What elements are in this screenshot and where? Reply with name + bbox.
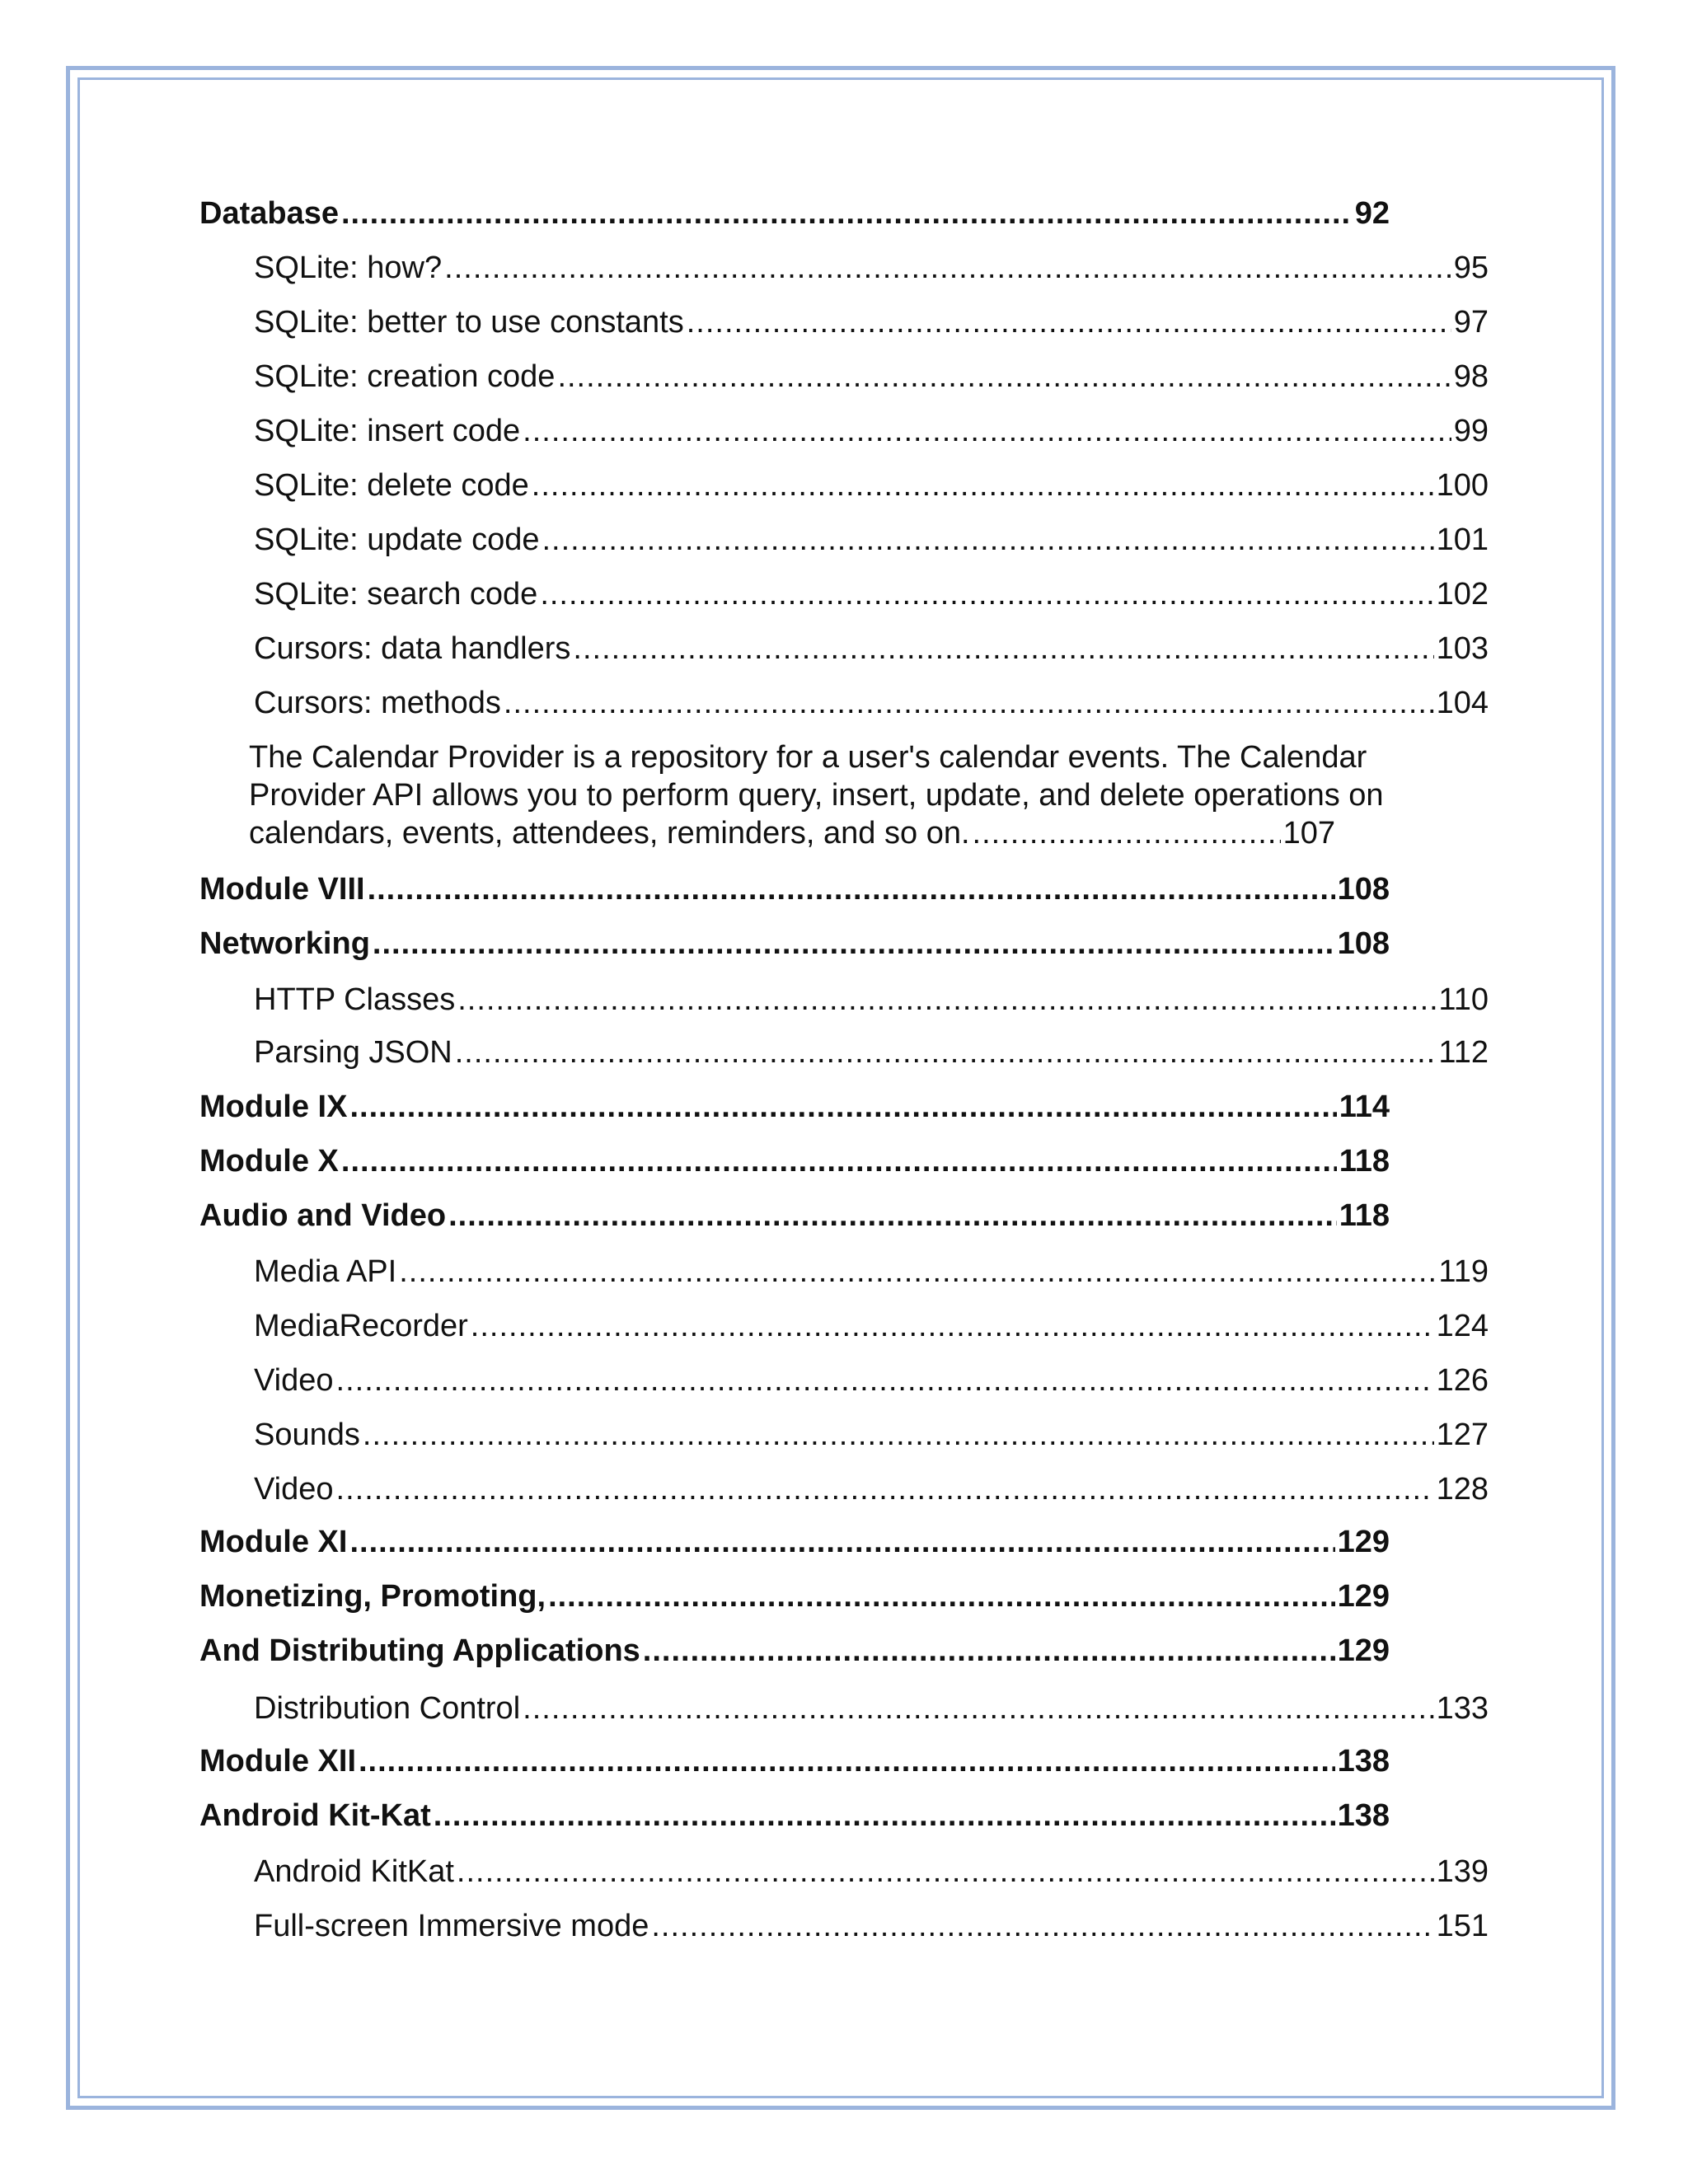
- toc-entry-video-2[interactable]: [254, 1470, 1489, 1508]
- toc-entry-http-classes[interactable]: [254, 981, 1489, 1019]
- toc-entry-title: HTTP Classes: [254, 982, 456, 1017]
- toc-entry-database[interactable]: [199, 194, 1390, 232]
- dot-leader: [399, 1253, 1436, 1291]
- dot-leader: [349, 1523, 1334, 1561]
- toc-entry-cursors-handlers[interactable]: [254, 630, 1489, 668]
- toc-entry-title: Android Kit-Kat: [199, 1798, 431, 1833]
- toc-entry-title: SQLite: insert code: [254, 414, 521, 448]
- toc-entry-title: Video: [254, 1472, 334, 1507]
- toc-entry-android-kitkat[interactable]: [254, 1853, 1489, 1891]
- toc-entry-title: SQLite: search code: [254, 577, 538, 612]
- toc-entry-title: Cursors: data handlers: [254, 631, 571, 666]
- toc-entry-page: 114: [1339, 1090, 1390, 1124]
- toc-entry-sqlite-search[interactable]: [254, 575, 1489, 613]
- dot-leader: [455, 1033, 1437, 1071]
- dot-leader: [336, 1470, 1434, 1508]
- toc-entry-page: 100: [1436, 468, 1489, 503]
- dot-leader: [504, 684, 1434, 722]
- toc-entry-page: 112: [1438, 1035, 1489, 1070]
- toc-entry-title: Cursors: methods: [254, 686, 501, 720]
- toc-entry-page: 119: [1438, 1254, 1489, 1289]
- dot-leader: [373, 925, 1335, 963]
- toc-entry-module-viii[interactable]: [199, 870, 1390, 908]
- toc-entry-title: SQLite: delete code: [254, 468, 529, 503]
- dot-leader: [471, 1307, 1434, 1345]
- toc-entry-page: 127: [1436, 1418, 1489, 1452]
- toc-entry-title: Database: [199, 196, 339, 231]
- toc-entry-page: 103: [1436, 631, 1489, 666]
- dot-leader: [540, 575, 1433, 613]
- toc-entry-cursors-methods[interactable]: [254, 684, 1489, 722]
- toc-entry-page: 108: [1337, 926, 1390, 961]
- toc-entry-page: 118: [1339, 1144, 1390, 1179]
- toc-entry-title: Android KitKat: [254, 1854, 454, 1889]
- toc-entry-page: 129: [1337, 1579, 1390, 1614]
- dot-leader: [444, 249, 1451, 287]
- toc-entry-title: And Distributing Applications: [199, 1633, 640, 1668]
- toc-entry-networking[interactable]: [199, 925, 1390, 963]
- toc-entry-page: 128: [1436, 1472, 1489, 1507]
- toc-entry-module-xii[interactable]: [199, 1742, 1390, 1780]
- toc-entry-text-line: The Calendar Provider is a repository for a user's calendar events. The Calendar: [249, 740, 1367, 775]
- toc-entry-title: SQLite: how?: [254, 251, 443, 285]
- toc-entry-page: 102: [1436, 577, 1489, 612]
- toc-entry-title: Networking: [199, 926, 370, 961]
- toc-entry-page: 107: [1282, 816, 1335, 851]
- dot-leader: [523, 412, 1451, 450]
- toc-entry-sqlite-how[interactable]: [254, 249, 1489, 287]
- toc-entry-distribution-control[interactable]: [254, 1690, 1489, 1727]
- toc-entry-parsing-json[interactable]: [254, 1033, 1489, 1071]
- toc-entry-sqlite-insert[interactable]: [254, 412, 1489, 450]
- dot-leader: [341, 1142, 1337, 1180]
- toc-entry-monetizing[interactable]: [199, 1577, 1390, 1615]
- dot-leader: [557, 358, 1451, 396]
- toc-entry-sqlite-constants[interactable]: [254, 303, 1489, 341]
- toc-entry-title: Distribution Control: [254, 1691, 521, 1726]
- toc-entry-page: 151: [1436, 1909, 1489, 1943]
- toc-entry-page: 129: [1337, 1525, 1390, 1559]
- toc-entry-page: 108: [1337, 872, 1390, 907]
- toc-entry-audio-video[interactable]: [199, 1197, 1390, 1235]
- toc-entry-module-ix[interactable]: [199, 1088, 1390, 1126]
- dot-leader: [548, 1577, 1335, 1615]
- toc-entry-last-line: [249, 814, 1335, 852]
- toc-entry-title: Sounds: [254, 1418, 360, 1452]
- toc-entry-title: Parsing JSON: [254, 1035, 452, 1070]
- toc-entry-page: 98: [1453, 359, 1489, 394]
- toc-entry-sqlite-delete[interactable]: [254, 466, 1489, 504]
- toc-entry-title: Module XII: [199, 1744, 356, 1779]
- dot-leader: [434, 1797, 1335, 1835]
- toc-entry-page: 138: [1337, 1798, 1390, 1833]
- toc-entry-page: 104: [1436, 686, 1489, 720]
- toc-entry-title: Full-screen Immersive mode: [254, 1909, 649, 1943]
- toc-entry-title: Module XI: [199, 1525, 348, 1559]
- dot-leader: [457, 981, 1436, 1019]
- dot-leader: [973, 814, 1281, 852]
- toc-entry-title: Audio and Video: [199, 1198, 447, 1233]
- toc-entry-title: MediaRecorder: [254, 1309, 468, 1343]
- toc-entry-page: 138: [1337, 1744, 1390, 1779]
- toc-entry-page: 139: [1436, 1854, 1489, 1889]
- toc-entry-mediarecorder[interactable]: [254, 1307, 1489, 1345]
- toc-entry-module-x[interactable]: [199, 1142, 1390, 1180]
- toc-entry-title: SQLite: better to use constants: [254, 305, 684, 340]
- dot-leader: [368, 870, 1335, 908]
- toc-entry-title: Video: [254, 1363, 334, 1398]
- toc-entry-video[interactable]: [254, 1361, 1489, 1399]
- toc-entry-page: 133: [1436, 1691, 1489, 1726]
- toc-entry-title: SQLite: creation code: [254, 359, 556, 394]
- toc-entry-title: Module VIII: [199, 872, 365, 907]
- toc-entry-page: 129: [1337, 1633, 1390, 1668]
- dot-leader: [359, 1742, 1335, 1780]
- dot-leader: [542, 521, 1433, 559]
- toc-entry-sounds[interactable]: [254, 1416, 1489, 1454]
- dot-leader: [349, 1088, 1336, 1126]
- toc-entry-title: Module X: [199, 1144, 339, 1179]
- toc-entry-title: Monetizing, Promoting,: [199, 1579, 546, 1614]
- dot-leader: [336, 1361, 1434, 1399]
- toc-entry-page: 118: [1339, 1198, 1390, 1233]
- toc-entry-page: 99: [1453, 414, 1489, 448]
- dot-leader: [363, 1416, 1434, 1454]
- toc-entry-android-kit-kat[interactable]: [199, 1797, 1390, 1835]
- toc-entry-page: 97: [1453, 305, 1489, 340]
- dot-leader: [573, 630, 1433, 668]
- toc-entry-media-api[interactable]: [254, 1253, 1489, 1291]
- dot-leader: [651, 1907, 1433, 1945]
- dot-leader: [341, 194, 1353, 232]
- toc-entry-page: 124: [1436, 1309, 1489, 1343]
- toc-entry-title: Module IX: [199, 1090, 348, 1124]
- toc-entry-text-line: calendars, events, attendees, reminders, and so on.: [249, 816, 970, 851]
- dot-leader: [687, 303, 1451, 341]
- toc-entry-page: 101: [1436, 523, 1489, 557]
- dot-leader: [457, 1853, 1434, 1891]
- toc-entry-distributing[interactable]: [199, 1632, 1390, 1670]
- toc-entry-text-line: Provider API allows you to perform query, insert, update, and delete operations on: [249, 778, 1384, 813]
- toc-entry-page: 95: [1453, 251, 1489, 285]
- dot-leader: [448, 1197, 1337, 1235]
- dot-leader: [523, 1690, 1433, 1727]
- toc-entry-calendar-provider[interactable]: [249, 738, 1493, 852]
- toc-entry-page: 92: [1354, 196, 1390, 231]
- dot-leader: [532, 466, 1434, 504]
- toc-entry-immersive-mode[interactable]: [254, 1907, 1489, 1945]
- toc-entry-module-xi[interactable]: [199, 1523, 1390, 1561]
- toc-entry-sqlite-update[interactable]: [254, 521, 1489, 559]
- toc-entry-title: SQLite: update code: [254, 523, 540, 557]
- toc-entry-page: 110: [1438, 982, 1489, 1017]
- toc-entry-title: Media API: [254, 1254, 397, 1289]
- dot-leader: [643, 1632, 1335, 1670]
- toc-entry-page: 126: [1436, 1363, 1489, 1398]
- toc-entry-sqlite-creation[interactable]: [254, 358, 1489, 396]
